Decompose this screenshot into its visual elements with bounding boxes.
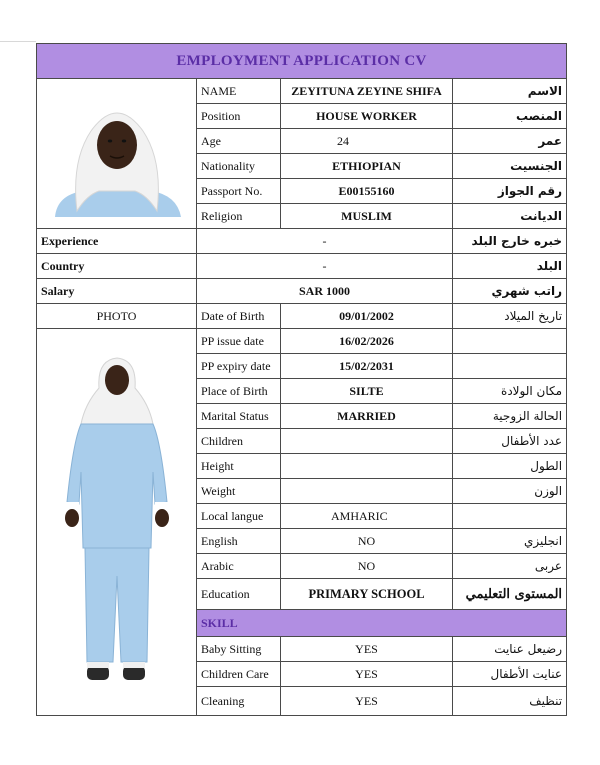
label-dob: Date of Birth (197, 304, 281, 329)
label-pp-expiry: PP expiry date (197, 354, 281, 379)
full-body-photo (37, 329, 197, 716)
value-salary: SAR 1000 (197, 279, 453, 304)
row-country (37, 254, 567, 279)
arabic-dob: تاريخ الميلاد (453, 304, 567, 329)
label-children: Children (197, 429, 281, 454)
row-experience (37, 229, 567, 254)
label-position: Position (197, 104, 281, 129)
value-name: ZEYITUNA ZEYINE SHIFA (281, 79, 453, 104)
arabic-english: انجليزي (453, 529, 567, 554)
arabic-pp-issue (453, 329, 567, 354)
row-salary (37, 279, 567, 304)
arabic-education: المستوى التعليمي (453, 579, 567, 610)
value-education: PRIMARY SCHOOL (281, 579, 453, 610)
arabic-children-care: عنايت الأطفال (453, 662, 567, 687)
label-name: NAME (197, 79, 281, 104)
headshot-photo (37, 79, 197, 229)
value-arabic: NO (281, 554, 453, 579)
row-pp-issue (37, 329, 567, 354)
arabic-marital-status: الحالة الزوجية (453, 404, 567, 429)
label-nationality: Nationality (197, 154, 281, 179)
label-country: Country (37, 254, 197, 279)
value-local-language: AMHARIC (281, 504, 453, 529)
label-english: English (197, 529, 281, 554)
value-passport: E00155160 (281, 179, 453, 204)
value-age: 24 (281, 129, 453, 154)
arabic-local-language (453, 504, 567, 529)
row-dob (37, 304, 567, 329)
value-pp-issue: 16/02/2026 (281, 329, 453, 354)
value-marital-status: MARRIED (281, 404, 453, 429)
arabic-height: الطول (453, 454, 567, 479)
label-local-language: Local langue (197, 504, 281, 529)
label-marital-status: Marital Status (197, 404, 281, 429)
arabic-name: الاسم (453, 79, 567, 104)
value-country: - (197, 254, 453, 279)
label-age: Age (197, 129, 281, 154)
value-dob: 09/01/2002 (281, 304, 453, 329)
label-children-care: Children Care (197, 662, 281, 687)
arabic-pp-expiry (453, 354, 567, 379)
cv-table (36, 43, 567, 716)
label-height: Height (197, 454, 281, 479)
value-experience: - (197, 229, 453, 254)
full-body-illustration (57, 352, 177, 692)
label-education: Education (197, 579, 281, 610)
label-place-of-birth: Place of Birth (197, 379, 281, 404)
cv-title: EMPLOYMENT APPLICATION CV (37, 44, 567, 79)
value-children-care: YES (281, 662, 453, 687)
value-position: HOUSE WORKER (281, 104, 453, 129)
arabic-passport: رقم الجواز (453, 179, 567, 204)
value-religion: MUSLIM (281, 204, 453, 229)
arabic-religion: الديانت (453, 204, 567, 229)
label-experience: Experience (37, 229, 197, 254)
page-edge-line (0, 41, 36, 42)
arabic-arabic: عربى (453, 554, 567, 579)
row-name (37, 79, 567, 104)
arabic-nationality: الجنسيت (453, 154, 567, 179)
value-pp-expiry: 15/02/2031 (281, 354, 453, 379)
arabic-children: عدد الأطفال (453, 429, 567, 454)
value-nationality: ETHIOPIAN (281, 154, 453, 179)
arabic-country: البلد (453, 254, 567, 279)
label-weight: Weight (197, 479, 281, 504)
label-passport: Passport No. (197, 179, 281, 204)
value-weight (281, 479, 453, 504)
label-baby-sitting: Baby Sitting (197, 637, 281, 662)
value-cleaning: YES (281, 687, 453, 716)
headshot-illustration (47, 91, 187, 217)
arabic-place-of-birth: مكان الولادة (453, 379, 567, 404)
value-english: NO (281, 529, 453, 554)
arabic-position: المنصب (453, 104, 567, 129)
label-religion: Religion (197, 204, 281, 229)
arabic-cleaning: تنظيف (453, 687, 567, 716)
arabic-age: عمر (453, 129, 567, 154)
label-salary: Salary (37, 279, 197, 304)
value-children (281, 429, 453, 454)
label-cleaning: Cleaning (197, 687, 281, 716)
label-arabic: Arabic (197, 554, 281, 579)
arabic-experience: خبره خارج البلد (453, 229, 567, 254)
skill-header: SKILL (197, 610, 567, 637)
value-height (281, 454, 453, 479)
arabic-baby-sitting: رضيعل عنايت (453, 637, 567, 662)
arabic-salary: راتب شهري (453, 279, 567, 304)
value-baby-sitting: YES (281, 637, 453, 662)
label-pp-issue: PP issue date (197, 329, 281, 354)
arabic-weight: الوزن (453, 479, 567, 504)
photo-label: PHOTO (37, 304, 197, 329)
value-place-of-birth: SILTE (281, 379, 453, 404)
